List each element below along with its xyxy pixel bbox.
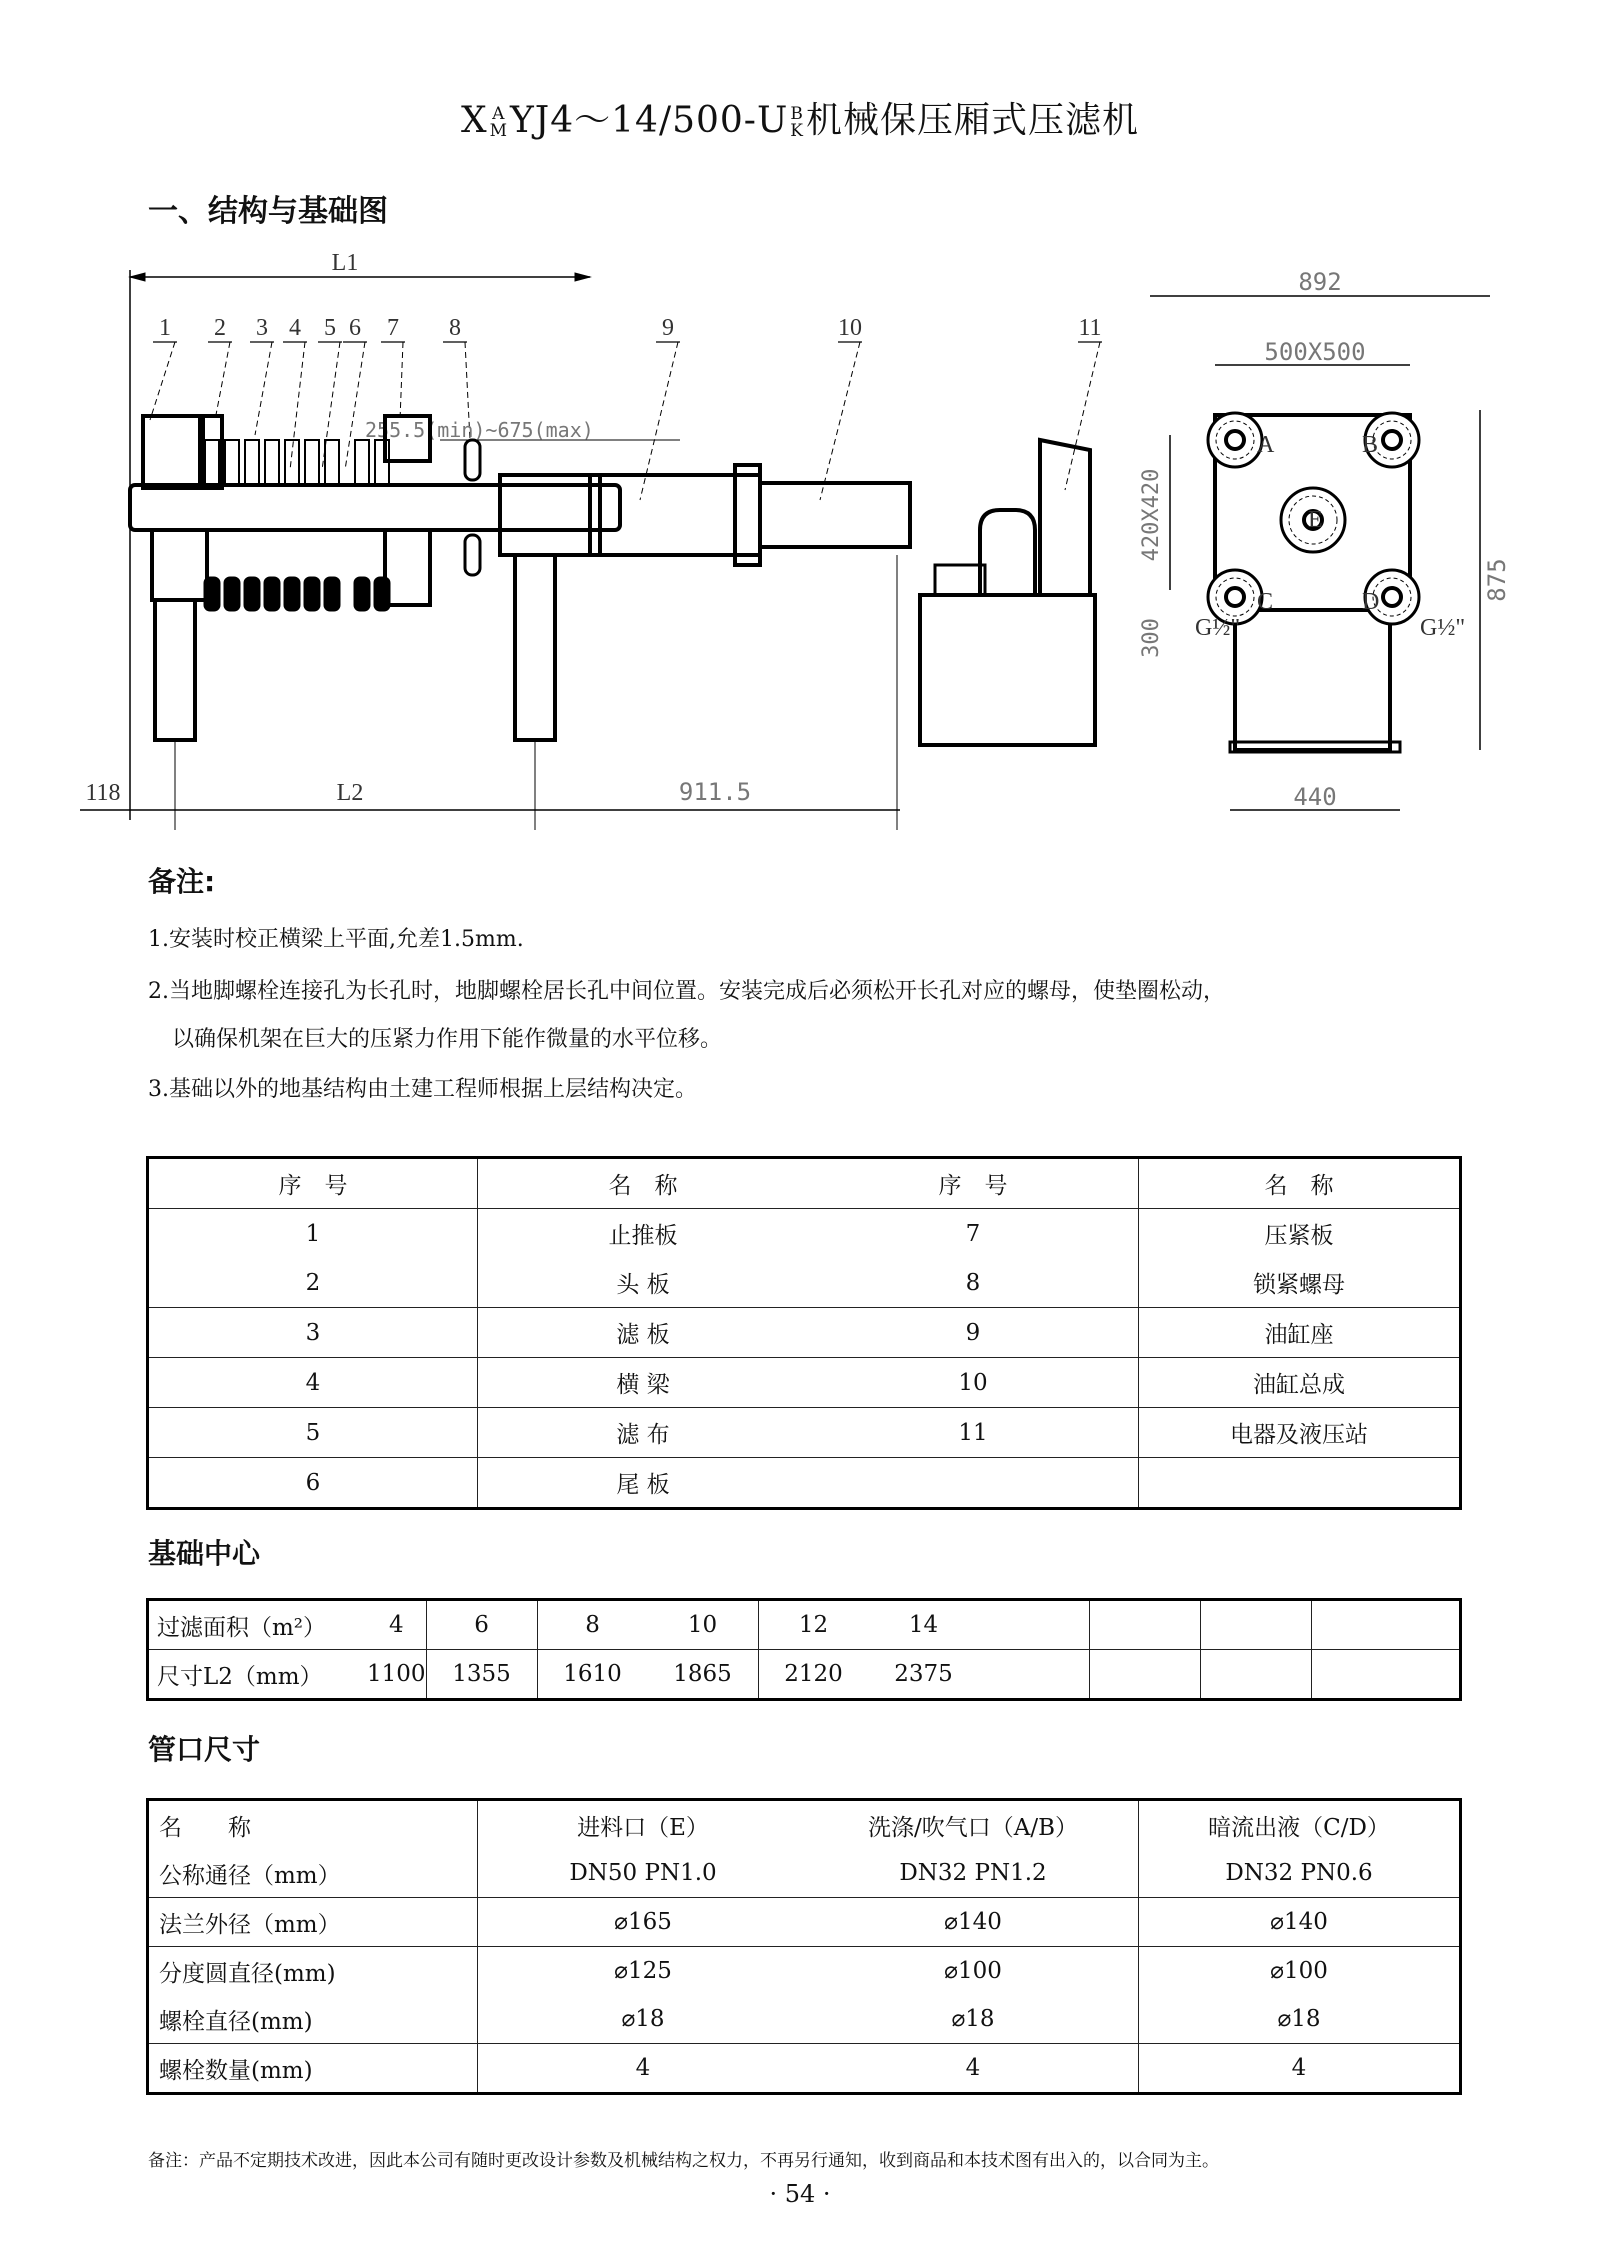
- leader-line: [215, 342, 230, 420]
- cell: 电器及液压站: [1139, 1408, 1461, 1458]
- part-label-8: 8: [449, 315, 461, 341]
- table-row: [148, 1849, 1461, 1898]
- leader-line: [255, 342, 272, 435]
- part-leaders: [150, 315, 1102, 500]
- cell: 10: [808, 1358, 1139, 1408]
- header-cell: 洗涤/吹气口（A/B）: [867, 1814, 1078, 1841]
- cell: [1089, 1650, 1200, 1700]
- arrow-icon: [130, 273, 145, 281]
- table-row: [148, 1898, 1461, 1947]
- cell: 7: [965, 1220, 981, 1247]
- table-row-l2: [148, 1650, 1461, 1700]
- cell: 10: [648, 1600, 759, 1650]
- title-prefix: X: [460, 100, 488, 141]
- table-row: [148, 1258, 1461, 1308]
- footer-disclaimer: 备注：产品不定期技术改进，因此本公司有随时更改设计参数及机械结构之权力，不再另行通知，收到商品和本技术图有出入的，以合同为主。: [148, 2151, 1219, 2171]
- cell: 分度圆直径(mm): [159, 1960, 336, 1987]
- cell: [1311, 1600, 1460, 1650]
- cell: 止推板: [478, 1209, 809, 1259]
- plate-handle: [225, 578, 239, 610]
- arrow-icon: [575, 273, 590, 281]
- part-label-10: 10: [838, 315, 862, 341]
- cell: 5: [148, 1408, 478, 1458]
- cell: 9: [808, 1308, 1139, 1358]
- head-bracket: [152, 530, 207, 600]
- dim-L2-label: L2: [336, 780, 364, 806]
- leader-line: [150, 342, 175, 420]
- note-item-3: 3.基础以外的地基结构由土建工程师根据上层结构决定。: [148, 1077, 697, 1102]
- right-leg: [515, 555, 555, 740]
- title-sub: M: [489, 121, 509, 141]
- section-heading-structure: 一、结构与基础图: [148, 194, 388, 229]
- cylinder-flange: [735, 465, 760, 565]
- cell: 11: [808, 1408, 1139, 1458]
- plate-handle: [305, 578, 319, 610]
- cell: 4: [367, 1600, 426, 1650]
- cell: 滤 布: [478, 1408, 809, 1458]
- cell: 2120: [758, 1650, 869, 1700]
- cell: [1139, 1458, 1461, 1509]
- port-letter-D: D: [1362, 589, 1380, 615]
- dim-L1-label: L1: [331, 250, 359, 276]
- left-leg: [155, 600, 195, 740]
- cell: 6: [426, 1600, 537, 1650]
- port-letter-A: A: [1257, 432, 1275, 458]
- cell: 8: [808, 1258, 1139, 1308]
- title-sup: A: [492, 104, 506, 124]
- header-cell: 进料口（E）: [478, 1800, 809, 1850]
- filter-plate: [225, 440, 239, 485]
- title-supsub-2: [790, 106, 804, 140]
- part-label-9: 9: [662, 315, 674, 341]
- thread-label-left: G½": [1195, 615, 1241, 641]
- row-label-text: 过滤面积（m²）: [157, 1614, 327, 1641]
- structure-drawing: [0, 240, 1600, 840]
- cylinder-rod: [760, 483, 910, 547]
- cell: 压紧板: [1139, 1209, 1461, 1259]
- port-letter-E: E: [1308, 507, 1323, 533]
- pipe-heading: 管口尺寸: [148, 1733, 261, 1766]
- page-number: · 54 ·: [769, 2180, 831, 2208]
- table-row-area: [148, 1600, 1461, 1650]
- cell: 4: [965, 2055, 981, 2081]
- title-sub: K: [790, 121, 804, 141]
- leader-line: [400, 342, 403, 420]
- cell: DN32 PN0.6: [1139, 1849, 1461, 1898]
- row-label: [148, 1650, 368, 1700]
- plate-handle: [285, 578, 299, 610]
- cell: ⌀165: [478, 1898, 809, 1947]
- lock-nut: [465, 440, 480, 480]
- dim-300-label: 300: [1139, 618, 1164, 658]
- cell: 尾 板: [478, 1458, 809, 1509]
- cell: ⌀100: [944, 1958, 1002, 1984]
- filter-plates: [205, 440, 389, 610]
- dim-420-label: 420X420: [1139, 468, 1164, 562]
- filter-plate: [245, 440, 259, 485]
- cell: 6: [305, 1469, 321, 1496]
- header-cell: 名 称: [478, 1158, 809, 1209]
- dim-875-label: 875: [1483, 558, 1511, 602]
- cell: [1311, 1650, 1460, 1700]
- end-view: [1139, 268, 1511, 811]
- cell: 1: [305, 1220, 321, 1247]
- dim-118-label: 118: [85, 780, 121, 806]
- row-label: [148, 1600, 368, 1650]
- plate-handle: [205, 578, 219, 610]
- cell: [808, 1458, 1139, 1509]
- dim-9115-label: 911.5: [678, 778, 752, 806]
- leader-line: [820, 342, 860, 500]
- plate-handle: [245, 578, 259, 610]
- part-label-5: 5: [324, 315, 336, 341]
- cell: ⌀100: [1139, 1947, 1461, 1996]
- note-item-1: 1.安装时校正横梁上平面,允差1.5mm.: [148, 927, 524, 952]
- cell: 2: [148, 1258, 478, 1308]
- leader-line: [1065, 342, 1100, 490]
- part-label-6: 6: [349, 315, 361, 341]
- cell: 头 板: [478, 1258, 809, 1308]
- cell: 滤 板: [478, 1308, 809, 1358]
- table-row: [148, 1358, 1461, 1408]
- cell: 法兰外径（mm）: [148, 1898, 478, 1947]
- cell: 1610: [537, 1650, 648, 1700]
- cell: ⌀18: [478, 1995, 809, 2044]
- dim-stroke-label: 255.5(min)~675(max): [365, 418, 594, 442]
- table-row: [148, 1947, 1461, 1996]
- note-item-2-cont: 以确保机架在巨大的压紧力作用下能作微量的水平位移。: [172, 1027, 723, 1052]
- press-plate-lower: [385, 530, 430, 605]
- cell: [1200, 1600, 1311, 1650]
- cell: 油缸总成: [1139, 1358, 1461, 1408]
- cell: 油缸座: [1139, 1308, 1461, 1358]
- cell: 公称通径（mm）: [148, 1849, 478, 1898]
- cell: DN32 PN1.2: [808, 1849, 1139, 1898]
- cell: 1355: [426, 1650, 537, 1700]
- foundation-heading: 基础中心: [148, 1537, 261, 1570]
- header-cell: 暗流出液（C/D）: [1139, 1800, 1461, 1850]
- cell: [1200, 1650, 1311, 1700]
- valve-block: [935, 565, 985, 595]
- part-label-4: 4: [289, 315, 301, 341]
- header-cell: 名 称: [1139, 1158, 1461, 1209]
- cell: [979, 1600, 1090, 1650]
- cell: 2375: [894, 1661, 953, 1687]
- filter-plate: [325, 440, 339, 485]
- foundation-table: [146, 1598, 1462, 1701]
- part-label-2: 2: [214, 315, 226, 341]
- cell: 12: [758, 1600, 869, 1650]
- table-row: [148, 1209, 1461, 1259]
- part-label-1: 1: [159, 315, 171, 341]
- notes-title: 备注:: [148, 865, 216, 898]
- thread-label-right: G½": [1420, 615, 1466, 641]
- header-cell: 名 称: [159, 1814, 251, 1841]
- plate-handle: [265, 578, 279, 610]
- cell: 螺栓直径(mm): [148, 1995, 478, 2044]
- cell: 3: [148, 1308, 478, 1358]
- table-row: [148, 1995, 1461, 2044]
- header-cell: 序 号: [808, 1158, 1139, 1209]
- cell: 4: [478, 2044, 809, 2094]
- hydraulic-tank: [920, 595, 1095, 745]
- cell: 14: [869, 1600, 979, 1650]
- title-model: YJ4～14/500-U: [510, 100, 789, 141]
- cell: ⌀18: [1139, 1995, 1461, 2044]
- cell: 8: [537, 1600, 648, 1650]
- plate-handle: [355, 578, 369, 610]
- title-suffix: 机械保压厢式压滤机: [806, 100, 1140, 141]
- title-supsub-1: [490, 106, 508, 140]
- side-view: [80, 250, 1102, 830]
- cell: [1089, 1600, 1200, 1650]
- port-flanges: [1208, 413, 1419, 624]
- pipe-table: [146, 1798, 1462, 2095]
- filter-plate: [265, 440, 279, 485]
- thrust-plate: [143, 416, 203, 488]
- plate-handle: [325, 578, 339, 610]
- filter-plate: [205, 440, 219, 485]
- document-title: [0, 92, 1600, 143]
- cell: 4: [1139, 2044, 1461, 2094]
- lock-nut-lower: [465, 535, 480, 575]
- cell: DN50 PN1.0: [478, 1849, 809, 1898]
- leader-line: [290, 342, 305, 470]
- cell: [979, 1650, 1090, 1700]
- motor: [980, 510, 1035, 595]
- port-letter-B: B: [1362, 432, 1379, 458]
- filter-plate: [285, 440, 299, 485]
- part-label-3: 3: [256, 315, 268, 341]
- cell: ⌀18: [808, 1995, 1139, 2044]
- table-header-row: [148, 1800, 1461, 1850]
- crossbeam: [130, 485, 620, 530]
- dim-500x500-label: 500X500: [1264, 338, 1366, 366]
- table-header-row: [148, 1158, 1461, 1209]
- cell: 4: [148, 1358, 478, 1408]
- dim-440-label: 440: [1293, 783, 1337, 811]
- part-label-7: 7: [387, 315, 399, 341]
- cell: ⌀140: [808, 1898, 1139, 1947]
- cell: 螺栓数量(mm): [159, 2057, 313, 2084]
- parts-table: [146, 1156, 1462, 1510]
- end-base: [1230, 742, 1400, 752]
- cell: 横 梁: [478, 1358, 809, 1408]
- cell: 1100: [367, 1661, 426, 1687]
- title-sup: B: [790, 104, 804, 124]
- table-row: [148, 1458, 1461, 1509]
- cell: ⌀140: [1139, 1898, 1461, 1947]
- dim-892-label: 892: [1298, 268, 1342, 296]
- control-panel: [1040, 440, 1090, 595]
- part-label-11: 11: [1078, 315, 1102, 341]
- row-label-text: 尺寸L2（mm）: [157, 1663, 323, 1690]
- filter-plate: [305, 440, 319, 485]
- cell: 锁紧螺母: [1139, 1258, 1461, 1308]
- table-row: [148, 2044, 1461, 2094]
- port-letter-C: C: [1257, 589, 1274, 615]
- filter-plate: [355, 440, 369, 485]
- note-item-2: 2.当地脚螺栓连接孔为长孔时，地脚螺栓居长孔中间位置。安装完成后必须松开长孔对应的螺母，使垫圈松动，: [148, 979, 1225, 1004]
- header-cell: 序 号: [148, 1158, 478, 1209]
- cell: 1865: [673, 1661, 732, 1687]
- cell: ⌀125: [478, 1947, 809, 1996]
- end-stand: [1235, 610, 1390, 750]
- table-row: [148, 1408, 1461, 1458]
- table-row: [148, 1308, 1461, 1358]
